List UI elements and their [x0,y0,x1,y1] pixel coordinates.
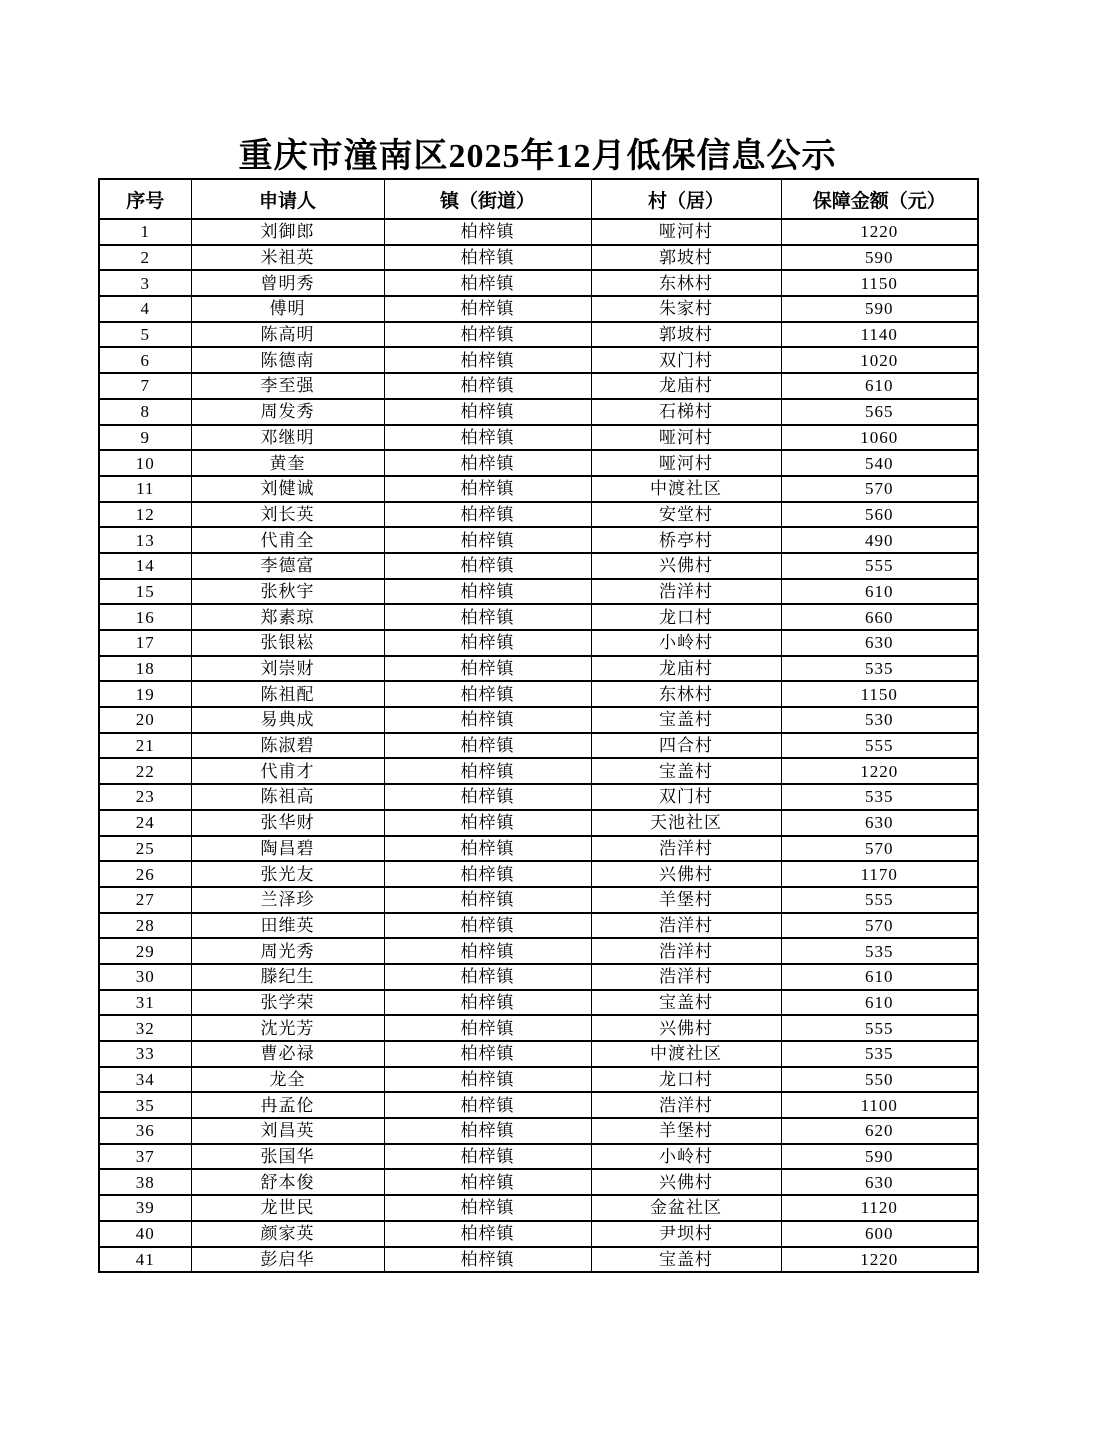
table-cell: 双门村 [591,347,781,373]
table-row [99,810,978,836]
table-cell: 柏梓镇 [384,296,591,322]
table-cell: 张秋宇 [191,579,384,605]
table-cell: 610 [781,579,978,605]
table-cell: 柏梓镇 [384,1195,591,1221]
table-cell: 4 [99,296,191,322]
table-cell: 曾明秀 [191,270,384,296]
table-cell: 张光友 [191,861,384,887]
table-cell: 柏梓镇 [384,270,591,296]
table-cell: 刘健诚 [191,476,384,502]
table-cell: 630 [781,810,978,836]
table-cell: 双门村 [591,784,781,810]
table-cell: 柏梓镇 [384,938,591,964]
table-cell: 宝盖村 [591,758,781,784]
table-cell: 张华财 [191,810,384,836]
table-cell: 柏梓镇 [384,450,591,476]
table-cell: 柏梓镇 [384,990,591,1016]
table-cell: 龙全 [191,1067,384,1093]
table-cell: 1220 [781,758,978,784]
table-cell: 1150 [781,270,978,296]
table-cell: 1 [99,219,191,245]
table-cell: 舒本俊 [191,1169,384,1195]
table-cell: 555 [781,553,978,579]
table-cell: 石梯村 [591,399,781,425]
table-row [99,707,978,733]
table-cell: 柏梓镇 [384,1144,591,1170]
table-cell: 555 [781,1015,978,1041]
table-cell: 柏梓镇 [384,425,591,451]
table-cell: 张银崧 [191,630,384,656]
table-cell: 1020 [781,347,978,373]
table-cell: 周发秀 [191,399,384,425]
table-cell: 哑河村 [591,219,781,245]
table-row [99,245,978,271]
table-cell: 38 [99,1169,191,1195]
table-cell: 周光秀 [191,938,384,964]
table-cell: 21 [99,733,191,759]
page-title: 重庆市潼南区2025年12月低保信息公示 [238,138,837,175]
table-head [99,179,978,219]
table-cell: 柏梓镇 [384,733,591,759]
table-cell: 柏梓镇 [384,1067,591,1093]
table-cell: 代甫全 [191,527,384,553]
table-cell: 25 [99,836,191,862]
table-row [99,296,978,322]
table-cell: 柏梓镇 [384,502,591,528]
table-cell: 龙口村 [591,1067,781,1093]
table-cell: 24 [99,810,191,836]
table-cell: 28 [99,913,191,939]
table-cell: 张国华 [191,1144,384,1170]
table-cell: 555 [781,733,978,759]
table-cell: 26 [99,861,191,887]
table-cell: 沈光芳 [191,1015,384,1041]
table-row [99,322,978,348]
table-cell: 535 [781,938,978,964]
table-cell: 560 [781,502,978,528]
table-cell: 柏梓镇 [384,1041,591,1067]
table-cell: 570 [781,476,978,502]
table-cell: 彭启华 [191,1247,384,1273]
table-cell: 36 [99,1118,191,1144]
table-cell: 40 [99,1221,191,1247]
table-cell: 柏梓镇 [384,604,591,630]
table-cell: 邓继明 [191,425,384,451]
table-cell: 41 [99,1247,191,1273]
table-cell: 四合村 [591,733,781,759]
table-cell: 羊堡村 [591,1118,781,1144]
table-cell: 兴佛村 [591,553,781,579]
table-cell: 安堂村 [591,502,781,528]
table-cell: 傅明 [191,296,384,322]
table-cell: 龙口村 [591,604,781,630]
table-row [99,630,978,656]
table-cell: 浩洋村 [591,913,781,939]
table-row [99,784,978,810]
table-cell: 490 [781,527,978,553]
table-row [99,604,978,630]
table-cell: 柏梓镇 [384,476,591,502]
table-cell: 34 [99,1067,191,1093]
table-cell: 滕纪生 [191,964,384,990]
table-cell: 32 [99,1015,191,1041]
table-cell: 龙庙村 [591,373,781,399]
table-cell: 柏梓镇 [384,322,591,348]
table-cell: 540 [781,450,978,476]
table-cell: 黄奎 [191,450,384,476]
table-cell: 565 [781,399,978,425]
table-cell: 1170 [781,861,978,887]
table-cell: 柏梓镇 [384,1092,591,1118]
table-cell: 柏梓镇 [384,1247,591,1273]
table-cell: 柏梓镇 [384,861,591,887]
table-row [99,913,978,939]
table-cell: 中渡社区 [591,1041,781,1067]
table-cell: 610 [781,373,978,399]
table-cell: 590 [781,245,978,271]
table-cell: 8 [99,399,191,425]
table-cell: 1220 [781,1247,978,1273]
table-cell: 610 [781,990,978,1016]
table-body [99,219,978,1272]
table-header-row [99,179,978,219]
table-cell: 陈淑碧 [191,733,384,759]
column-header-4: 保障金额（元） [781,179,978,219]
table-cell: 柏梓镇 [384,836,591,862]
table-cell: 羊堡村 [591,887,781,913]
table-cell: 柏梓镇 [384,1221,591,1247]
table-cell: 20 [99,707,191,733]
table-cell: 535 [781,656,978,682]
table-cell: 35 [99,1092,191,1118]
table-row [99,656,978,682]
table-cell: 柏梓镇 [384,399,591,425]
table-cell: 田维英 [191,913,384,939]
table-row [99,1144,978,1170]
table-cell: 535 [781,1041,978,1067]
table-row [99,938,978,964]
table-row [99,861,978,887]
table-cell: 18 [99,656,191,682]
table-row [99,887,978,913]
table-cell: 19 [99,681,191,707]
table-row [99,579,978,605]
table-cell: 易典成 [191,707,384,733]
table-cell: 柏梓镇 [384,527,591,553]
table-cell: 1140 [781,322,978,348]
table-cell: 590 [781,1144,978,1170]
table-cell: 朱家村 [591,296,781,322]
table-row [99,1015,978,1041]
table-cell: 哑河村 [591,450,781,476]
table-cell: 柏梓镇 [384,630,591,656]
table-cell: 刘御郎 [191,219,384,245]
table-cell: 浩洋村 [591,1092,781,1118]
table-row [99,553,978,579]
table-cell: 29 [99,938,191,964]
table-cell: 浩洋村 [591,579,781,605]
table-cell: 1220 [781,219,978,245]
table-cell: 郭坡村 [591,322,781,348]
table-cell: 柏梓镇 [384,245,591,271]
table-cell: 31 [99,990,191,1016]
table-row [99,836,978,862]
table-cell: 535 [781,784,978,810]
table-cell: 10 [99,450,191,476]
table-row [99,1169,978,1195]
table-cell: 12 [99,502,191,528]
table-row [99,270,978,296]
table-cell: 530 [781,707,978,733]
table-cell: 刘昌英 [191,1118,384,1144]
table-row [99,1195,978,1221]
table-cell: 30 [99,964,191,990]
table-cell: 柏梓镇 [384,681,591,707]
table-cell: 东林村 [591,681,781,707]
table-cell: 620 [781,1118,978,1144]
table-row [99,1118,978,1144]
table-cell: 浩洋村 [591,964,781,990]
table-cell: 柏梓镇 [384,579,591,605]
table-cell: 龙庙村 [591,656,781,682]
table-cell: 刘崇财 [191,656,384,682]
table-cell: 兴佛村 [591,1169,781,1195]
table-cell: 陈祖配 [191,681,384,707]
table-cell: 1120 [781,1195,978,1221]
table-cell: 17 [99,630,191,656]
table-cell: 郑素琼 [191,604,384,630]
table-cell: 柏梓镇 [384,1118,591,1144]
table-cell: 23 [99,784,191,810]
table-row [99,1221,978,1247]
table-row [99,964,978,990]
table-cell: 柏梓镇 [384,758,591,784]
table-cell: 柏梓镇 [384,373,591,399]
table-cell: 刘长英 [191,502,384,528]
table-row [99,425,978,451]
table-cell: 兰泽珍 [191,887,384,913]
table-cell: 11 [99,476,191,502]
table-row [99,990,978,1016]
table-cell: 天池社区 [591,810,781,836]
table-cell: 宝盖村 [591,1247,781,1273]
table-cell: 600 [781,1221,978,1247]
table-cell: 米祖英 [191,245,384,271]
table-cell: 代甫才 [191,758,384,784]
table-cell: 桥亭村 [591,527,781,553]
table-cell: 555 [781,887,978,913]
table-row [99,450,978,476]
table-cell: 郭坡村 [591,245,781,271]
table-row [99,681,978,707]
column-header-1: 申请人 [191,179,384,219]
table-cell: 13 [99,527,191,553]
table-cell: 张学荣 [191,990,384,1016]
table-cell: 14 [99,553,191,579]
table-cell: 1100 [781,1092,978,1118]
table-cell: 6 [99,347,191,373]
table-cell: 柏梓镇 [384,784,591,810]
table-cell: 7 [99,373,191,399]
column-header-0: 序号 [99,179,191,219]
table-cell: 1060 [781,425,978,451]
table-cell: 16 [99,604,191,630]
table-row [99,733,978,759]
table-cell: 柏梓镇 [384,656,591,682]
table-cell: 曹必禄 [191,1041,384,1067]
table-cell: 龙世民 [191,1195,384,1221]
table-row [99,1041,978,1067]
table-cell: 柏梓镇 [384,553,591,579]
table-cell: 柏梓镇 [384,347,591,373]
table-cell: 27 [99,887,191,913]
table-cell: 小岭村 [591,630,781,656]
table-cell: 李德富 [191,553,384,579]
table-cell: 15 [99,579,191,605]
table-cell: 柏梓镇 [384,707,591,733]
table-cell: 570 [781,913,978,939]
table-cell: 李至强 [191,373,384,399]
table-cell: 陶昌碧 [191,836,384,862]
table-cell: 陈祖高 [191,784,384,810]
table-cell: 兴佛村 [591,861,781,887]
table-cell: 570 [781,836,978,862]
table-cell: 浩洋村 [591,836,781,862]
table-cell: 兴佛村 [591,1015,781,1041]
table-row [99,1067,978,1093]
table-cell: 柏梓镇 [384,913,591,939]
table-cell: 宝盖村 [591,990,781,1016]
table-cell: 柏梓镇 [384,219,591,245]
table-cell: 柏梓镇 [384,1015,591,1041]
table-row [99,347,978,373]
table-cell: 610 [781,964,978,990]
table-cell: 柏梓镇 [384,810,591,836]
table-cell: 冉孟伦 [191,1092,384,1118]
table-cell: 金盆社区 [591,1195,781,1221]
welfare-table [98,178,979,1273]
table-row [99,219,978,245]
table-cell: 660 [781,604,978,630]
table-cell: 5 [99,322,191,348]
table-cell: 630 [781,1169,978,1195]
table-cell: 中渡社区 [591,476,781,502]
table-row [99,502,978,528]
table-cell: 39 [99,1195,191,1221]
table-row [99,476,978,502]
table-cell: 3 [99,270,191,296]
table-cell: 陈德南 [191,347,384,373]
table-cell: 宝盖村 [591,707,781,733]
table-cell: 东林村 [591,270,781,296]
table-cell: 柏梓镇 [384,887,591,913]
table-cell: 1150 [781,681,978,707]
table-cell: 33 [99,1041,191,1067]
table-cell: 550 [781,1067,978,1093]
table-cell: 37 [99,1144,191,1170]
table-row [99,399,978,425]
table-cell: 9 [99,425,191,451]
table-cell: 浩洋村 [591,938,781,964]
table-cell: 颜家英 [191,1221,384,1247]
table-cell: 哑河村 [591,425,781,451]
table-cell: 小岭村 [591,1144,781,1170]
table-row [99,1092,978,1118]
table-cell: 柏梓镇 [384,964,591,990]
table-cell: 630 [781,630,978,656]
table-row [99,373,978,399]
table-row [99,758,978,784]
column-header-3: 村（居） [591,179,781,219]
table-row [99,1247,978,1273]
table-cell: 22 [99,758,191,784]
table-row [99,527,978,553]
column-header-2: 镇（街道） [384,179,591,219]
table-cell: 柏梓镇 [384,1169,591,1195]
table-cell: 陈高明 [191,322,384,348]
table-cell: 2 [99,245,191,271]
table-cell: 尹坝村 [591,1221,781,1247]
table-cell: 590 [781,296,978,322]
